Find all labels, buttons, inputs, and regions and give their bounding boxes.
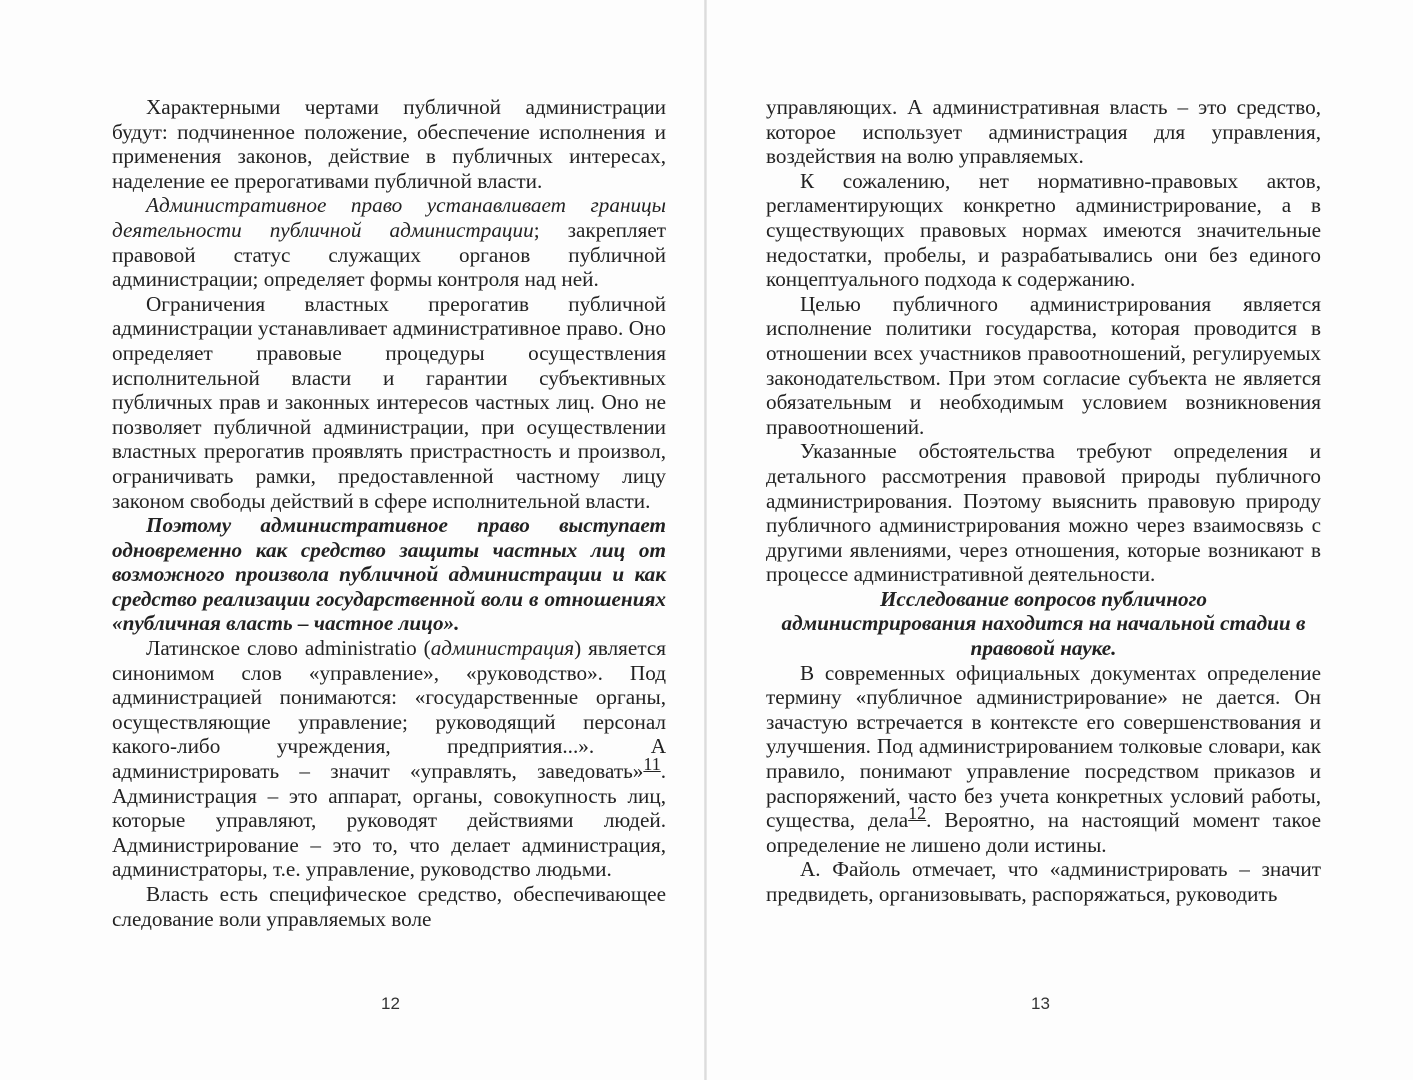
footnote-link[interactable]: 12 bbox=[908, 803, 927, 824]
text-span: Исследование вопросов публичного bbox=[879, 586, 1208, 611]
emphasis-heading bbox=[766, 587, 1321, 661]
paragraph bbox=[112, 636, 666, 882]
text-span: Латинское слово administratio ( bbox=[146, 636, 431, 661]
paragraph: К сожалению, нет нормативно-правовых актов, регламентирующих конкретно администрирование, а в существующих правовых нормах имеются значительные недостатки, пробелы, и разрабатывались они без единого концептуального подхода к содержанию. bbox=[766, 168, 1321, 292]
paragraph: Власть есть специфическое средство, обеспечивающее следование воли управляемых воле bbox=[112, 882, 666, 931]
emphasis-paragraph: Поэтому административное право выступает одновременно как средство защиты частных лиц от возможного произвола публичной администрации и как средство реализации государственной воли в отношениях «публичная власть – частное лицо». bbox=[112, 513, 666, 636]
paragraph: Характерными чертами публичной администрации будут: подчиненное положение, обеспечение исполнения и применения законов, действие в публичных интересах, наделение ее прерогативами публичной власти. bbox=[112, 95, 666, 193]
text-span: администрирования находится на начальной стадии в правовой науке. bbox=[781, 611, 1306, 661]
text-span: . Администрация – это аппарат, органы, совокупность лиц, которые управляют, руководят действиями людей. Администрирование – это то, что делает администрация, администраторы, т.е. управление, руководство людьми. bbox=[112, 759, 666, 882]
text-span: ; закрепляет правовой статус служащих органов публичной администрации; определяет формы контроля над ней. bbox=[112, 217, 666, 292]
right-page bbox=[706, 0, 1413, 1080]
paragraph: А. Файоль отмечает, что «администрировать – значит предвидеть, организовывать, распоряжаться, руководить bbox=[766, 857, 1321, 906]
paragraph: Указанные обстоятельства требуют определения и детального рассмотрения правовой природы публичного администрирования. Поэтому выяснить правовую природу публичного администрирования можно через взаимосвязь с другими явлениями, через отношения, которые возникают в процессе административной деятельности. bbox=[766, 439, 1321, 587]
paragraph bbox=[766, 661, 1321, 858]
paragraph: Ограничения властных прерогатив публичной администрации устанавливает административное право. Оно определяет правовые процедуры осуществления исполнительной власти и гарантии субъективных публичных прав и законных интересов частных лиц. Оно не позволяет публичной администрации, при осуществлении властных прерогатив проявлять пристрастность и произвол, ограничивать рамки, предоставленной частному лицу законом свободы действий в сфере исполнительной власти. bbox=[112, 291, 666, 513]
text-span: ) является синонимом слов «управление», «руководство». Под администрацией понимаются: «государственные органы, осуществляющие управление; руководящий персонал какого-либо учреждения, предприятия...». А администрировать – значит «управлять, заведовать» bbox=[112, 636, 666, 784]
text-span: В современных официальных документах определение термину «публичное администрирование» не дается. Он зачастую встречается в контексте его совершенствования и улучшения. Под администрированием толковые словари, как правило, понимают управление посредством приказов и распоряжений, часто без учета конкретных условий работы, существа, дела bbox=[766, 660, 1321, 833]
footnote-link[interactable]: 11 bbox=[643, 754, 661, 775]
italic-phrase: администрация bbox=[430, 636, 575, 661]
left-page bbox=[0, 0, 706, 1080]
paragraph: Целью публичного администрирования является исполнение политики государства, которая проводится в отношении всех участников правоотношений, регулируемых законодательством. При этом согласие субъекта не является обязательным и необходимым условием возникновения правоотношений. bbox=[766, 291, 1321, 439]
paragraph: управляющих. А административная власть – это средство, которое использует администрация для управления, воздействия на волю управляемых. bbox=[766, 95, 1321, 169]
page-number-left: 12 bbox=[381, 994, 400, 1013]
page-number-right: 13 bbox=[1031, 994, 1050, 1013]
paragraph bbox=[112, 193, 666, 291]
text-span: . Вероятно, на настоящий момент такое определение не лишено доли истины. bbox=[766, 808, 1321, 857]
italic-phrase: Административное право устанавливает границы деятельности публичной администрации bbox=[112, 193, 666, 242]
